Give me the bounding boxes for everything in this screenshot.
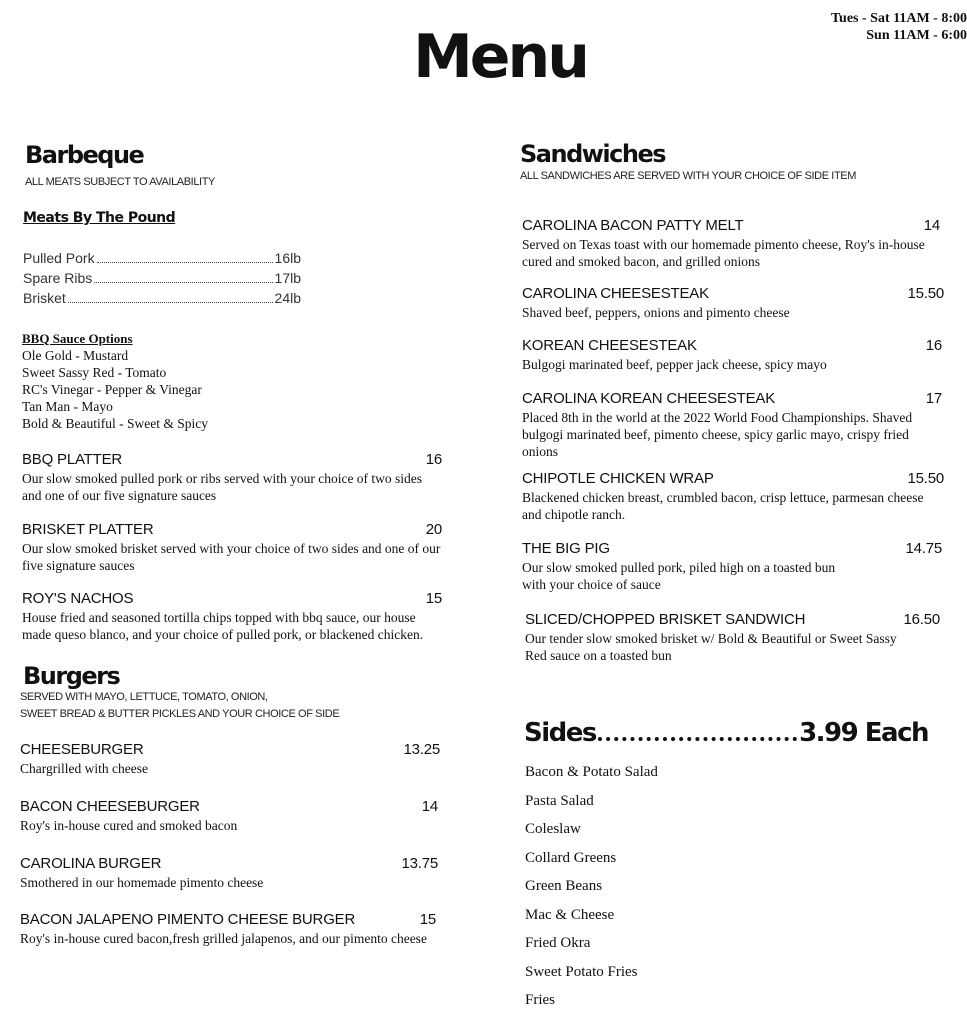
item-desc: Roy's in-house cured and smoked bacon [20, 818, 238, 833]
burgers-note-2: SWEET BREAD & BUTTER PICKLES AND YOUR CHOICE OF SIDE [20, 708, 340, 720]
meat-name: Brisket [23, 290, 66, 306]
item-desc: House fried and seasoned tortilla chips topped with bbq sauce, our house made queso blanco, and your choice of pulled pork, or blackened chicken. [22, 610, 424, 642]
menu-item [522, 539, 942, 593]
item-price: 15 [425, 590, 442, 607]
side-item: Mac & Cheese [525, 906, 615, 923]
menu-item [522, 336, 944, 373]
meat-row [23, 288, 301, 308]
meat-price: 16lb [274, 250, 301, 266]
menu-item [522, 469, 944, 523]
side-item: Sweet Potato Fries [525, 963, 638, 980]
item-name: BACON CHEESEBURGER [20, 798, 200, 815]
item-price: 13.25 [403, 741, 440, 758]
item-desc: Served on Texas toast with our homemade pimento cheese, Roy's in-house cured and smoked bacon, and grilled onions [522, 237, 925, 269]
item-price: 14 [421, 798, 438, 815]
barbeque-note: ALL MEATS SUBJECT TO AVAILABILITY [25, 176, 215, 188]
sides-title: Sides [524, 718, 596, 748]
leader-dots [598, 718, 797, 741]
sides-price: 3.99 Each [799, 718, 928, 748]
item-price: 13.75 [401, 855, 438, 872]
meat-name: Spare Ribs [23, 270, 93, 286]
side-item: Green Beans [525, 878, 603, 894]
side-item: Pasta Salad [525, 792, 594, 809]
leader-dots [68, 288, 273, 303]
item-price: 16 [425, 451, 442, 468]
sauce-item: RC's Vinegar - Pepper & Vinegar [22, 382, 202, 397]
item-desc: Our slow smoked brisket served with your choice of two sides and one of our five signature sauces [22, 541, 441, 573]
item-name: SLICED/CHOPPED BRISKET SANDWICH [525, 611, 806, 628]
meat-price: 24lb [274, 290, 301, 306]
meat-price: 17lb [274, 270, 301, 286]
side-item: Bacon & Potato Salad [525, 764, 658, 780]
item-desc: Placed 8th in the world at the 2022 World Food Championships. Shaved bulgogi marinated beef, pimento cheese, spicy garlic mayo, crispy fried onions [522, 410, 913, 459]
item-desc: Our tender slow smoked brisket w/ Bold & Beautiful or Sweet Sassy Red sauce on a toasted bun [525, 631, 897, 663]
item-desc: Shaved beef, peppers, onions and pimento cheese [522, 305, 790, 320]
meats-list [23, 248, 301, 308]
sandwiches-title: Sandwiches [520, 140, 666, 168]
item-price: 15.50 [907, 285, 944, 302]
barbeque-title: Barbeque [25, 141, 144, 169]
hours-weekday: Tues - Sat 11AM - 8:00 [831, 11, 967, 26]
sauce-item: Bold & Beautiful - Sweet & Spicy [22, 416, 208, 431]
item-price: 14 [923, 217, 940, 234]
item-desc: Blackened chicken breast, crumbled bacon, crisp lettuce, parmesan cheese and chipotle ranch. [522, 490, 924, 522]
item-price: 15.50 [907, 470, 944, 487]
burgers-title: Burgers [23, 662, 120, 690]
side-item: Fried Okra [525, 935, 591, 951]
meats-heading: Meats By The Pound [23, 210, 176, 226]
menu-item [22, 520, 442, 574]
leader-dots [94, 268, 272, 283]
sauce-item: Ole Gold - Mustard [22, 348, 129, 363]
menu-item [522, 389, 944, 460]
item-price: 17 [925, 390, 942, 407]
item-price: 16.50 [903, 611, 940, 628]
side-item: Collard Greens [525, 849, 617, 866]
item-name: THE BIG PIG [522, 540, 610, 557]
meat-row [23, 268, 301, 288]
menu-item [20, 910, 436, 947]
item-desc: Smothered in our homemade pimento cheese [20, 875, 264, 890]
sandwiches-note: ALL SANDWICHES ARE SERVED WITH YOUR CHOICE OF SIDE ITEM [520, 170, 856, 182]
burgers-note-1: SERVED WITH MAYO, LETTUCE, TOMATO, ONION, [20, 691, 268, 703]
item-name: BACON JALAPENO PIMENTO CHEESE BURGER [20, 911, 356, 928]
item-name: ROY'S NACHOS [22, 590, 134, 607]
menu-item [22, 450, 442, 504]
item-name: CAROLINA CHEESESTEAK [522, 285, 709, 302]
item-price: 15 [419, 911, 436, 928]
item-desc: Roy's in-house cured bacon,fresh grilled jalapenos, and our pimento cheese [20, 931, 427, 946]
menu-item [522, 284, 944, 321]
item-name: CAROLINA KOREAN CHEESESTEAK [522, 390, 776, 407]
leader-dots [97, 248, 273, 263]
item-desc: Our slow smoked pulled pork or ribs served with your choice of two sides and one of our five signature sauces [22, 471, 423, 503]
item-name: KOREAN CHEESESTEAK [522, 337, 697, 354]
item-price: 20 [425, 521, 442, 538]
item-name: CHIPOTLE CHICKEN WRAP [522, 470, 714, 487]
side-item: Coleslaw [525, 821, 581, 837]
item-name: CAROLINA BURGER [20, 855, 162, 872]
item-price: 16 [925, 337, 942, 354]
menu-item [525, 610, 940, 664]
hours-sunday: Sun 11AM - 6:00 [866, 28, 967, 43]
meat-row [23, 248, 301, 268]
item-name: BBQ PLATTER [22, 451, 123, 468]
side-item: Fries [525, 992, 555, 1008]
sauce-item: Sweet Sassy Red - Tomato [22, 365, 167, 380]
item-desc: Our slow smoked pulled pork, piled high on a toasted bun with your choice of sauce [522, 560, 836, 592]
sides-list [525, 763, 658, 1011]
item-name: CAROLINA BACON PATTY MELT [522, 217, 744, 234]
item-desc: Chargrilled with cheese [20, 761, 148, 776]
item-name: CHEESEBURGER [20, 741, 144, 758]
menu-item [522, 216, 944, 270]
page-title: Menu [413, 22, 587, 92]
menu-item [20, 797, 438, 834]
item-name: BRISKET PLATTER [22, 521, 154, 538]
sides-title-row [524, 718, 928, 748]
item-desc: Bulgogi marinated beef, pepper jack cheese, spicy mayo [522, 357, 827, 372]
menu-item [20, 854, 438, 891]
sauce-heading: BBQ Sauce Options [22, 331, 133, 346]
sauce-options [22, 331, 208, 432]
menu-item [22, 589, 442, 643]
meat-name: Pulled Pork [23, 250, 95, 266]
sauce-item: Tan Man - Mayo [22, 399, 113, 414]
item-price: 14.75 [905, 540, 942, 557]
menu-item [20, 740, 440, 777]
